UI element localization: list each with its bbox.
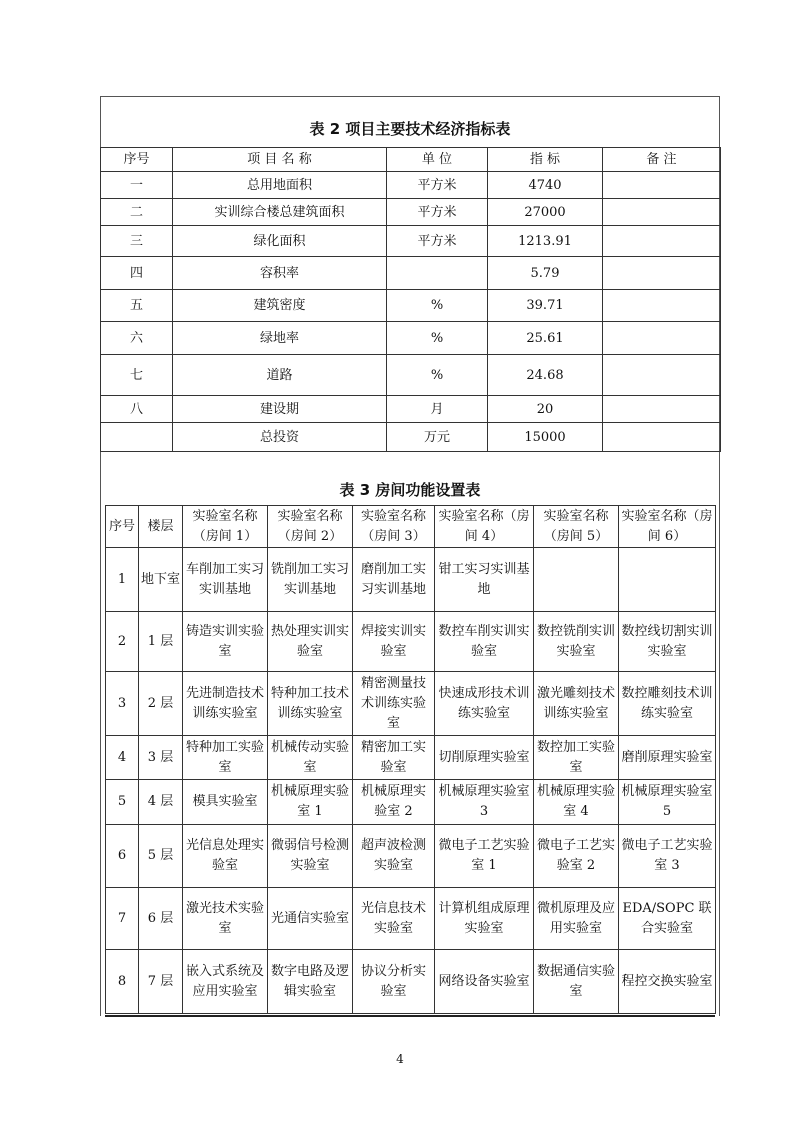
cell-room: 微电子工艺实验室 1 [435,825,534,888]
cell-room: 超声波检测实验室 [353,825,435,888]
room-function-table [105,505,716,1014]
cell-room: 激光雕刻技术训练实验室 [534,672,619,736]
header-cell: 楼层 [139,506,183,548]
cell-room: 机械原理实验室 4 [534,780,619,825]
cell-value: 24.68 [488,355,603,396]
cell-room [619,548,716,612]
cell-floor: 1 层 [139,612,183,672]
table-row [101,257,721,290]
header-cell: 序号 [101,148,173,172]
cell-note [603,355,721,396]
page-number: 4 [396,1052,404,1066]
cell-floor: 2 层 [139,672,183,736]
cell-room: 数控铣削实训实验室 [534,612,619,672]
cell-room: 机械原理实验室 3 [435,780,534,825]
table-row [101,322,721,355]
cell-value: 20 [488,396,603,423]
cell-room: 快速成形技术训练实验室 [435,672,534,736]
header-cell: 项 目 名 称 [173,148,387,172]
cell-name: 总用地面积 [173,172,387,199]
cell-room: 微电子工艺实验室 3 [619,825,716,888]
cell-no: 八 [101,396,173,423]
cell-room: 磨削加工实习实训基地 [353,548,435,612]
cell-floor: 地下室 [139,548,183,612]
cell-room: 热处理实训实验室 [268,612,353,672]
header-cell: 单 位 [387,148,488,172]
table-row [101,172,721,199]
cell-note [603,396,721,423]
table-row [106,736,716,780]
cell-room: 激光技术实验室 [183,888,268,950]
table-row [106,548,716,612]
cell-floor: 7 层 [139,950,183,1014]
cell-room: 微机原理及应用实验室 [534,888,619,950]
header-cell: 实验室名称（房间 5） [534,506,619,548]
header-cell: 指 标 [488,148,603,172]
cell-note [603,322,721,355]
cell-room: 机械原理实验室 1 [268,780,353,825]
cell-no: 六 [101,322,173,355]
cell-no: 一 [101,172,173,199]
cell-room: 数控车削实训实验室 [435,612,534,672]
cell-unit: 万元 [387,423,488,452]
cell-room: 光信息技术实验室 [353,888,435,950]
header-cell: 实验室名称（房间 4） [435,506,534,548]
cell-unit: 平方米 [387,199,488,226]
table-row [101,423,721,452]
cell-no: 2 [106,612,139,672]
cell-room: 网络设备实验室 [435,950,534,1014]
cell-note [603,257,721,290]
cell-note [603,172,721,199]
cell-no: 二 [101,199,173,226]
cell-floor: 6 层 [139,888,183,950]
cell-name: 绿化面积 [173,226,387,257]
cell-room: 切削原理实验室 [435,736,534,780]
cell-unit: % [387,322,488,355]
table-row [101,396,721,423]
cell-unit: % [387,290,488,322]
cell-value: 27000 [488,199,603,226]
header-cell: 实验室名称（房间 2） [268,506,353,548]
cell-no: 3 [106,672,139,736]
cell-room: 机械原理实验室 5 [619,780,716,825]
cell-name: 建设期 [173,396,387,423]
table-header-row [101,148,721,172]
table-row [106,780,716,825]
cell-unit: % [387,355,488,396]
cell-room: 光通信实验室 [268,888,353,950]
cell-value: 39.71 [488,290,603,322]
cell-value: 5.79 [488,257,603,290]
table-row [106,825,716,888]
table-row [106,612,716,672]
cell-no: 5 [106,780,139,825]
table-row [101,290,721,322]
cell-no: 1 [106,548,139,612]
cell-room: 先进制造技术训练实验室 [183,672,268,736]
cell-room: 铣削加工实习实训基地 [268,548,353,612]
frame-bottom-rule [105,1015,715,1017]
cell-room: 车削加工实习实训基地 [183,548,268,612]
cell-no [101,423,173,452]
table-row [106,950,716,1014]
cell-room: 焊接实训实验室 [353,612,435,672]
cell-name: 建筑密度 [173,290,387,322]
cell-room: 数据通信实验室 [534,950,619,1014]
cell-room: EDA/SOPC 联合实验室 [619,888,716,950]
cell-room: 协议分析实验室 [353,950,435,1014]
cell-room: 数字电路及逻辑实验室 [268,950,353,1014]
header-cell: 实验室名称（房间 1） [183,506,268,548]
cell-value: 15000 [488,423,603,452]
cell-room: 机械传动实验室 [268,736,353,780]
cell-floor: 4 层 [139,780,183,825]
cell-no: 8 [106,950,139,1014]
cell-room: 数控加工实验室 [534,736,619,780]
table-row [106,672,716,736]
cell-room: 磨削原理实验室 [619,736,716,780]
cell-room: 模具实验室 [183,780,268,825]
cell-room: 微弱信号检测实验室 [268,825,353,888]
cell-room: 精密测量技术训练实验室 [353,672,435,736]
cell-room: 微电子工艺实验室 2 [534,825,619,888]
table2-title: 表 2 项目主要技术经济指标表 [309,120,511,138]
cell-room: 计算机组成原理实验室 [435,888,534,950]
cell-no: 四 [101,257,173,290]
cell-room: 铸造实训实验室 [183,612,268,672]
table3-title: 表 3 房间功能设置表 [339,481,481,499]
table-row [101,355,721,396]
header-cell: 实验室名称（房间 6） [619,506,716,548]
cell-note [603,290,721,322]
cell-floor: 3 层 [139,736,183,780]
cell-room: 钳工实习实训基地 [435,548,534,612]
cell-no: 6 [106,825,139,888]
cell-room: 数控线切割实训实验室 [619,612,716,672]
cell-no: 五 [101,290,173,322]
cell-note [603,226,721,257]
header-cell: 实验室名称（房间 3） [353,506,435,548]
cell-unit: 月 [387,396,488,423]
table-row [101,199,721,226]
cell-name: 绿地率 [173,322,387,355]
table-header-row [106,506,716,548]
cell-room: 特种加工技术训练实验室 [268,672,353,736]
cell-room: 机械原理实验室 2 [353,780,435,825]
table-row [101,226,721,257]
tech-econ-indicators-table [100,147,721,452]
cell-no: 7 [106,888,139,950]
cell-value: 1213.91 [488,226,603,257]
header-cell: 序号 [106,506,139,548]
cell-unit: 平方米 [387,226,488,257]
cell-no: 七 [101,355,173,396]
cell-room: 程控交换实验室 [619,950,716,1014]
cell-unit [387,257,488,290]
cell-room: 特种加工实验室 [183,736,268,780]
table-row [106,888,716,950]
cell-value: 25.61 [488,322,603,355]
cell-note [603,423,721,452]
cell-no: 4 [106,736,139,780]
cell-name: 道路 [173,355,387,396]
cell-floor: 5 层 [139,825,183,888]
cell-value: 4740 [488,172,603,199]
cell-no: 三 [101,226,173,257]
cell-room [534,548,619,612]
cell-room: 嵌入式系统及应用实验室 [183,950,268,1014]
cell-name: 容积率 [173,257,387,290]
cell-note [603,199,721,226]
cell-unit: 平方米 [387,172,488,199]
header-cell: 备 注 [603,148,721,172]
cell-room: 精密加工实验室 [353,736,435,780]
cell-room: 光信息处理实验室 [183,825,268,888]
cell-room: 数控雕刻技术训练实验室 [619,672,716,736]
cell-name: 总投资 [173,423,387,452]
cell-name: 实训综合楼总建筑面积 [173,199,387,226]
